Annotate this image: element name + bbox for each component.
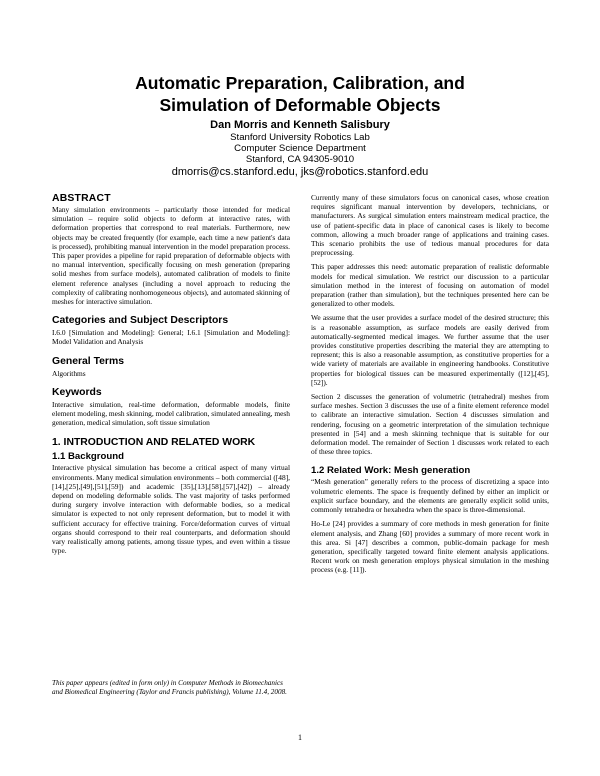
right-paragraph-3: We assume that the user provides a surface model of the desired structure; this is a reasonable assumption, as surface models are easily derived from automatically-segmented medical images. We further assume that the user provides constitutive properties describing the material they are attempting to represent; this is also a reasonable assumption, as constitutive properties for a wide variety of materials are available in engineering handbooks. Constitutive properties for biological tissues can be measured experimentally ([12],[45],[52]). bbox=[311, 313, 549, 387]
abstract-text: Many simulation environments – particularly those intended for medical simulation – require solid objects to deform at interactive rates, with deformation properties that correspond to real materials. Furthermore, new objects may be created frequently (for example, each time a new patient's data is processed), prohibiting manual intervention in the model preparation process. This paper provides a pipeline for rapid preparation of deformable objects with no manual intervention, specifically focusing on mesh generation (preparing solid meshes from surface models), automated calibration of models to finite element reference analyses (including a novel approach to reducing the complexity of calibrating nonhomogeneous objects), and automated skinning of meshes for interactive simulation. bbox=[52, 205, 290, 307]
paper-title-line-2: Simulation of Deformable Objects bbox=[159, 95, 441, 115]
abstract-heading: ABSTRACT bbox=[52, 193, 111, 204]
section-1-2-heading: 1.2 Related Work: Mesh generation bbox=[311, 465, 471, 477]
footnote-text: This paper appears (edited in form only) in Computer Methods in Biomechanics and Biomedical Engineering (Taylor and Francis publishing), Volume 11.4, 2008. bbox=[52, 679, 287, 696]
page-number: 1 bbox=[298, 733, 302, 742]
right-paragraph-4: Section 2 discusses the generation of volumetric (tetrahedral) meshes from surface meshes. Section 3 discusses the use of a finite element reference model to calibrate an interactive simulation. Section 4 discusses simulation and rendering, focusing on a geometric interpretation of the simulation technique presented in [54] and a mesh skinning technique that is suitable for our deformation model. The remainder of Section 1 discusses work related to each of these three topics. bbox=[311, 392, 549, 457]
affiliation-line-3: Stanford, CA 94305-9010 bbox=[245, 154, 355, 165]
author-emails: dmorris@cs.stanford.edu, jks@robotics.stanford.edu bbox=[171, 166, 429, 178]
keywords-text: Interactive simulation, real-time deformation, deformable models, finite element modeling, mesh skinning, model calibration, simulated annealing, mesh generation, medical simulation, soft tissue simulation bbox=[52, 399, 290, 428]
section-1-heading: 1. INTRODUCTION AND RELATED WORK bbox=[52, 437, 256, 449]
affiliation-line-2: Computer Science Department bbox=[234, 143, 366, 154]
left-column bbox=[52, 193, 290, 555]
right-paragraph-5: “Mesh generation” generally refers to the process of discretizing a space into volumetric elements. The space is frequently defined by either an implicit or explicit surface boundary, and the elements are generally explicit solid units, commonly tetrahedra or hexahedra when the space is three-dimensional. bbox=[311, 477, 549, 515]
section-1-1-heading: 1.1 Background bbox=[52, 451, 124, 463]
general-terms-text: Algorithms bbox=[52, 368, 86, 378]
right-paragraph-6: Ho-Le [24] provides a summary of core methods in mesh generation for finite element analysis, and Zhang [60] provides a summary of more recent work in this area. Si [47] describes a common, public-domain package for mesh generation, specifically targeted toward finite element analysis applications. Recent work on mesh generation employs physical simulation in the meshing process (e.g. [11]). bbox=[311, 519, 549, 575]
paper-title-line-1: Automatic Preparation, Calibration, and bbox=[135, 73, 465, 93]
footnote bbox=[52, 679, 290, 697]
right-paragraph-1: Currently many of these simulators focus on canonical cases, whose creation requires significant manual intervention by developers, technicians, or manufacturers. As surgical simulation enters mainstream medical practice, the use of patient-specific data in place of canonical cases is likely to become common, allowing a much broader range of applications and training cases. This scenario prohibits the use of tedious manual procedures for data preprocessing. bbox=[311, 193, 549, 258]
general-terms-heading: General Terms bbox=[52, 355, 124, 367]
right-paragraph-2: This paper addresses this need: automatic preparation of realistic deformable models for medical simulation. We restrict our discussion to a particular simulation method in the interest of focusing on automation of model preparation (rather than simulation), but the techniques presented here can be generalized to other models. bbox=[311, 262, 549, 309]
categories-heading: Categories and Subject Descriptors bbox=[52, 315, 229, 327]
affiliation-line-1: Stanford University Robotics Lab bbox=[230, 132, 370, 143]
keywords-heading: Keywords bbox=[52, 386, 102, 398]
authors: Dan Morris and Kenneth Salisbury bbox=[210, 119, 390, 131]
categories-text: I.6.0 [Simulation and Modeling]: General; I.6.1 [Simulation and Modeling]: Model Validation and Analysis bbox=[52, 328, 290, 347]
right-column bbox=[311, 193, 549, 575]
section-1-1-text: Interactive physical simulation has become a critical aspect of many virtual environments. Many medical simulation environments – both commercial ([48],[14],[25],[49],[51],[59]) and academic [35],[13],[58],[57],[42]) – already depend on modeling deformable solids. The vast majority of tasks performed during surgery involve interaction with deformable bodies, so a medical simulator is expected to not only represent deformation, but to model it with sufficient accuracy for effective training. Force/deformation curves of virtual organs should correspond to their real counterparts, and deformation should vary realistically among patients, among tissue types, and even within a tissue type. bbox=[52, 463, 290, 556]
